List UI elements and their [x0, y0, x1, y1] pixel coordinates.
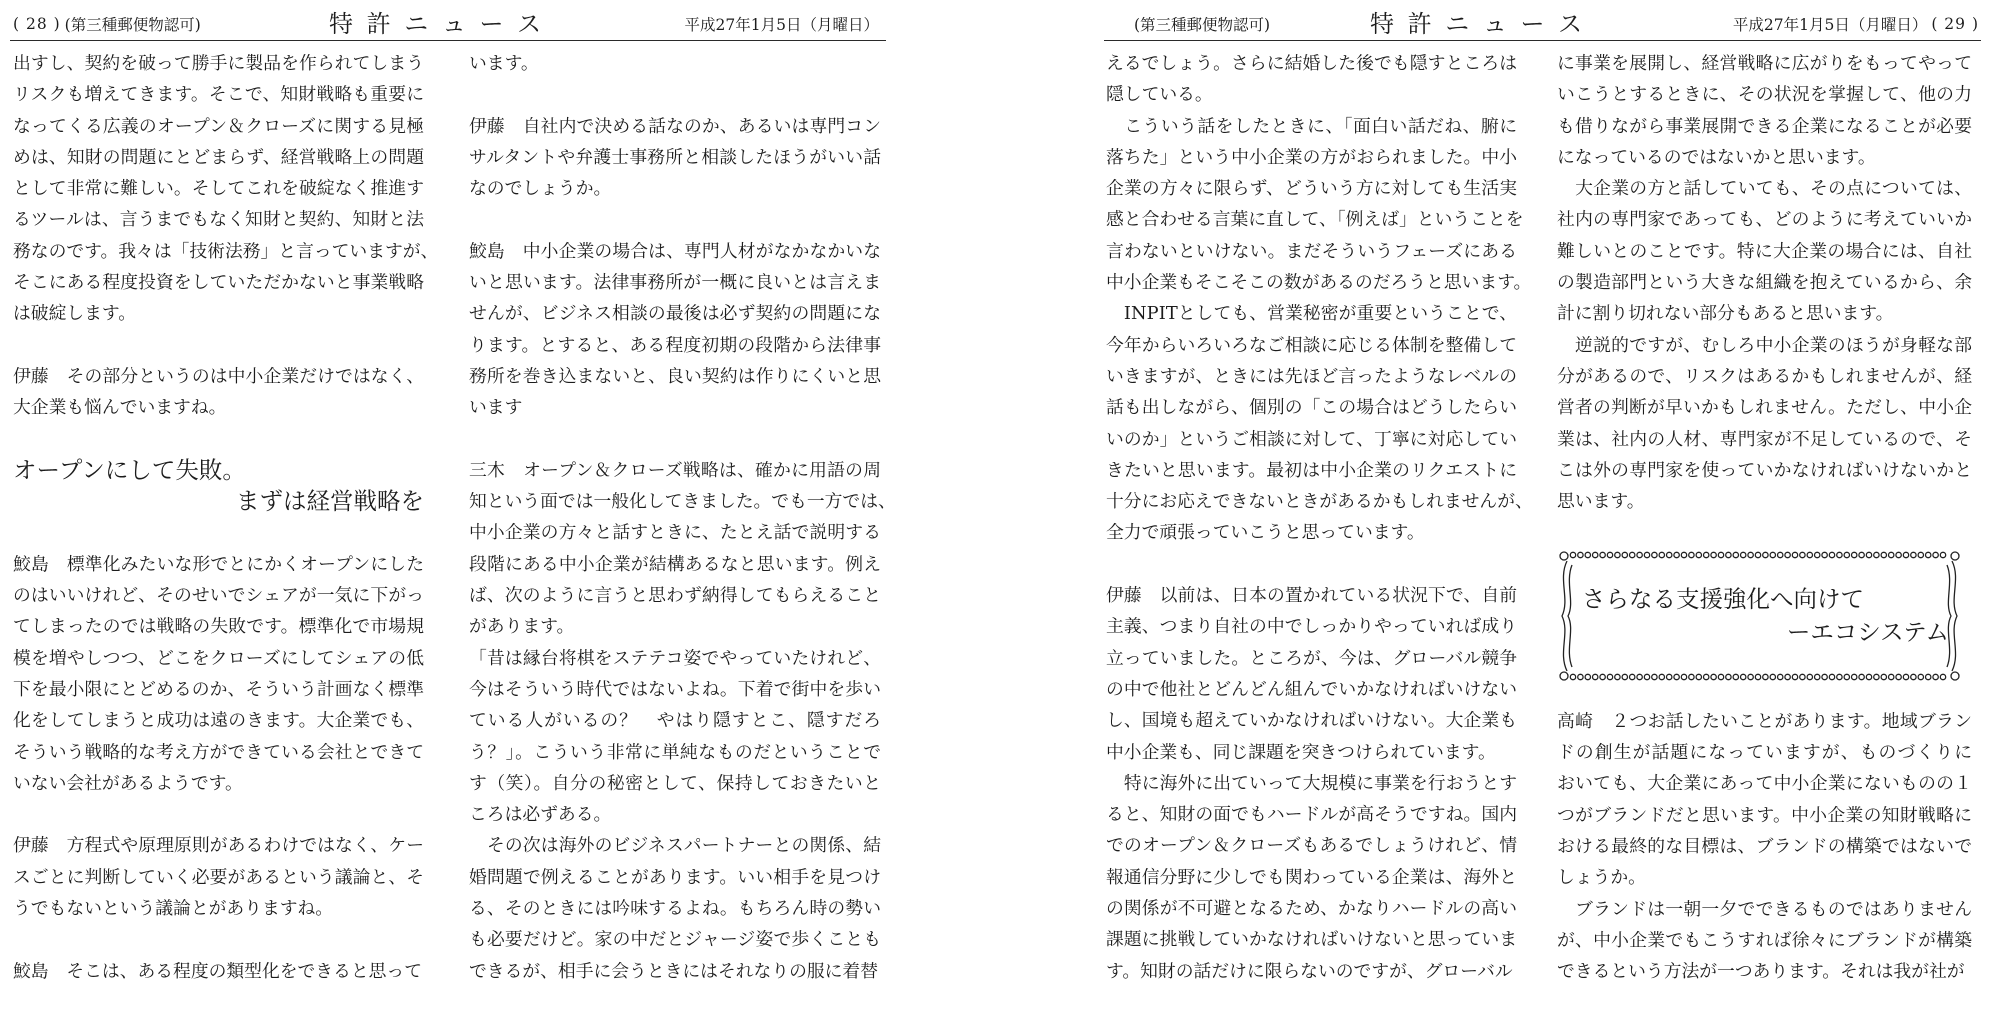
header-rule — [1104, 40, 1981, 41]
frame-loop-bottom — [1844, 674, 1849, 679]
frame-loop-top — [1829, 552, 1834, 557]
text-line: は破綻します。 — [13, 303, 137, 325]
frame-loop-top — [1600, 552, 1605, 557]
frame-loop-top — [1755, 552, 1760, 557]
text-line: 伊藤 方程式や原理原則があるわけではなく、ケー — [13, 835, 425, 857]
text-line: います — [469, 397, 523, 419]
frame-loop-bottom — [1585, 674, 1590, 679]
paragraph — [469, 111, 881, 205]
frame-loop-bottom — [1711, 674, 1716, 679]
text-line: おいても、大企業にあって中小企業にないものの１ — [1557, 773, 1973, 795]
text-column — [13, 48, 439, 1018]
frame-loop-top — [1659, 552, 1664, 557]
text-line: す（笑）。自分の秘密として、保持しておきたいと — [469, 772, 882, 794]
frame-loop-bottom — [1933, 674, 1938, 679]
text-line: います。 — [469, 53, 539, 74]
text-line: 営者の判断が早いかもしれません。ただし、中小企 — [1557, 397, 1973, 419]
frame-loop-top — [1785, 552, 1790, 557]
text-line: 出すし、契約を破って勝手に製品を作られてしまう — [13, 53, 425, 74]
frame-loop-top — [1822, 552, 1827, 557]
text-column — [1557, 48, 1972, 1019]
frame-loop-bottom — [1829, 674, 1834, 679]
frame-loop-bottom — [1644, 674, 1649, 679]
text-line: ば、次のように言うと思わず納得してもらえること — [469, 585, 882, 607]
frame-loop-bottom — [1741, 674, 1746, 679]
frame-loop-top — [1733, 552, 1738, 557]
paragraph — [1106, 580, 1517, 768]
text-line: になっているのではないかと思います。 — [1557, 146, 1876, 168]
frame-loop-bottom — [1755, 674, 1760, 679]
text-line: ります。とすると、ある程度初期の段階から法律事 — [469, 334, 882, 356]
paragraph — [469, 830, 881, 986]
text-line: 鮫島 中小企業の場合は、専門人材がなかなかいな — [469, 240, 882, 262]
frame-loop-bottom — [1748, 674, 1753, 679]
frame-loop-bottom — [1622, 674, 1627, 679]
text-line: きたいと思います。最初は中小企業のリクエストに — [1106, 459, 1518, 481]
frame-loop-top — [1615, 552, 1620, 557]
frame-loop-top — [1667, 552, 1672, 557]
article-block — [13, 549, 424, 799]
frame-corner — [1951, 672, 1959, 680]
frame-loop-bottom — [1822, 674, 1827, 679]
frame-loop-top — [1800, 552, 1805, 557]
text-line: そこにある程度投資をしていただかないと事業戦略 — [13, 272, 425, 294]
frame-loop-bottom — [1889, 674, 1894, 679]
frame-loop-top — [1607, 552, 1612, 557]
frame-loop-top — [1585, 552, 1590, 557]
frame-loop-bottom — [1866, 674, 1871, 679]
frame-loop-bottom — [1896, 674, 1901, 679]
frame-loop-bottom — [1637, 674, 1642, 679]
text-line: 業は、社内の人材、専門家が不足しているので、そ — [1557, 428, 1973, 450]
frame-loop-bottom — [1785, 674, 1790, 679]
paragraph — [1557, 706, 1972, 894]
frame-loop-top — [1644, 552, 1649, 557]
text-line: 「昔は縁台将棋をステテコ姿でやっていたけれど、 — [469, 647, 882, 669]
text-line: 鮫島 標準化みたいな形でとにかくオープンにした — [13, 553, 425, 575]
frame-loop-top — [1881, 552, 1886, 557]
text-line: 感と合わせる言葉に直して、「例えば」ということを — [1106, 209, 1524, 231]
text-line: に事業を展開し、経営戦略に広がりをもってやって — [1557, 53, 1973, 74]
text-line: 主義、つまり自社の中でしっかりやっていれば成り — [1106, 616, 1518, 638]
frame-side-left — [1568, 565, 1572, 667]
text-line: 立っていました。ところが、今は、グローバル競争 — [1106, 647, 1518, 669]
header-rule — [10, 40, 886, 41]
text-line: 言わないといけない。まだそういうフェーズにある — [1106, 240, 1518, 262]
frame-corner — [1560, 552, 1568, 560]
text-line: し、国境も超えていかなければいけない。大企業も — [1106, 710, 1518, 732]
frame-loop-bottom — [1807, 674, 1812, 679]
paragraph — [13, 830, 424, 924]
text-line: 知という面では一般化してきました。でも一方では、 — [469, 491, 896, 513]
frame-loop-bottom — [1733, 674, 1738, 679]
frame-side-right — [1952, 561, 1957, 671]
text-line: てしまったのでは戦略の失敗です。標準化で市場規 — [13, 616, 425, 638]
text-line: ている人がいるの？ やはり隠すとこ、隠すだろ — [469, 710, 882, 732]
frame-loop-top — [1726, 552, 1731, 557]
boxed-section-heading — [1557, 549, 1962, 683]
frame-loop-bottom — [1593, 674, 1598, 679]
text-line: いと思います。法律事務所が一概に良いとは言えま — [469, 272, 882, 294]
paragraph — [1557, 48, 1972, 173]
frame-loop-bottom — [1667, 674, 1672, 679]
text-line: リスクも増えてきます。そこで、知財戦略も重要に — [13, 84, 425, 106]
frame-loop-bottom — [1881, 674, 1886, 679]
text-line: 中小企業もそこそこの数があるのだろうと思います。 — [1106, 272, 1532, 294]
frame-loop-bottom — [1704, 674, 1709, 679]
text-line: サルタントや弁護士事務所と相談したほうがいい話 — [469, 146, 882, 168]
text-line: 務所を巻き込まないと、良い契約は作りにくいと思 — [469, 365, 882, 387]
boxed-heading-text — [1582, 583, 1949, 649]
article-block — [1557, 48, 1972, 517]
text-line: 婚問題で例えることがあります。いい相手を見つけ — [469, 866, 882, 888]
paragraph — [1557, 173, 1972, 329]
text-line: つがブランドだと思います。中小企業の知財戦略に — [1557, 804, 1973, 826]
frame-loop-bottom — [1674, 674, 1679, 679]
frame-loop-top — [1704, 552, 1709, 557]
text-column — [1106, 48, 1533, 1018]
postal-notice: (第三種郵便物認可) — [64, 16, 201, 34]
frame-loop-top — [1652, 552, 1657, 557]
text-line: いのか」というご相談に対して、丁寧に対応してい — [1106, 428, 1518, 450]
frame-loop-bottom — [1600, 674, 1605, 679]
text-line: 今はそういう時代ではないよね。下着で街中を歩い — [469, 678, 882, 700]
text-line: せんが、ビジネス相談の最後は必ず契約の問題にな — [469, 303, 882, 325]
text-line: るツールは、言うまでもなく知財と契約、知財と法 — [13, 209, 425, 231]
text-line: 計に割り切れない部分もあると思います。 — [1557, 303, 1894, 325]
section-heading-line: まずは経営戦略を — [236, 487, 424, 516]
article-block — [469, 236, 881, 424]
text-line: の関係が不可避となるため、かなりハードルの高い — [1106, 898, 1518, 920]
issue-date-container — [1733, 10, 1979, 38]
frame-loop-top — [1570, 552, 1575, 557]
issue-date: 平成27年1月5日（月曜日） — [1732, 16, 1928, 34]
page-header-right — [1134, 10, 1270, 38]
section-heading-line: オープンにして失敗。 — [13, 455, 246, 484]
frame-loop-bottom — [1659, 674, 1664, 679]
frame-loop-top — [1622, 552, 1627, 557]
paragraph — [13, 361, 424, 424]
paragraph — [13, 48, 439, 330]
article-block — [469, 455, 896, 987]
text-line: 段階にある中小企業が結構あるなと思います。例え — [469, 553, 882, 575]
frame-loop-top — [1763, 552, 1768, 557]
page-number: ( 28 ) — [13, 15, 61, 33]
frame-loop-top — [1918, 552, 1923, 557]
frame-loop-top — [1711, 552, 1716, 557]
text-line: す。知財の話だけに限らないのですが、グローバル — [1106, 960, 1513, 982]
text-line: 話も出しながら、個別の「この場合はどうしたらい — [1106, 397, 1518, 419]
text-line: いない会社があるようです。 — [13, 772, 243, 794]
text-line: 三木 オープン＆クローズ戦略は、確かに用語の周 — [469, 459, 882, 481]
paragraph — [469, 48, 881, 79]
frame-loop-top — [1792, 552, 1797, 557]
text-line: でのオープン＆クローズもあるでしょうけれど、情 — [1106, 835, 1518, 857]
paragraph — [1106, 768, 1517, 987]
text-line: 高崎 ２つお話したいことがあります。地域ブラン — [1557, 710, 1973, 732]
text-line: の中で他社とどんどん組んでいかなければいけない — [1106, 678, 1518, 700]
text-line: 大企業の方と話していても、その点については、 — [1557, 178, 1973, 200]
text-line: 今年からいろいろなご相談に応じる体制を整備して — [1106, 334, 1518, 356]
text-line: なってくる広義のオープン＆クローズに関する見極 — [13, 115, 425, 137]
paragraph — [469, 455, 896, 643]
article-block — [13, 361, 424, 424]
article-block — [13, 956, 424, 987]
article-block — [13, 830, 424, 924]
text-line: 報通信分野に少しでも関わっている企業は、海外と — [1106, 866, 1518, 888]
text-line: めは、知財の問題にとどまらず、経営戦略上の問題 — [13, 146, 425, 168]
frame-loop-top — [1778, 552, 1783, 557]
frame-loop-bottom — [1926, 674, 1931, 679]
newspaper-title: 特 許 ニ ュ ー ス — [1370, 10, 1586, 38]
frame-loop-bottom — [1800, 674, 1805, 679]
frame-loop-bottom — [1726, 674, 1731, 679]
frame-loop-bottom — [1778, 674, 1783, 679]
postal-notice: (第三種郵便物認可) — [1134, 16, 1271, 34]
frame-loop-top — [1748, 552, 1753, 557]
article-block — [469, 111, 881, 205]
issue-date: 平成27年1月5日（月曜日） — [684, 16, 879, 34]
frame-loop-top — [1770, 552, 1775, 557]
section-heading — [13, 455, 424, 518]
text-line: うでもないという議論とがありますね。 — [13, 898, 334, 920]
frame-loop-bottom — [1815, 674, 1820, 679]
text-line: 務なのです。我々は「技術法務」と言っていますが、 — [13, 240, 439, 262]
frame-loop-bottom — [1911, 674, 1916, 679]
text-line: 隠している。 — [1106, 84, 1213, 106]
frame-loop-bottom — [1763, 674, 1768, 679]
frame-loop-bottom — [1630, 674, 1635, 679]
text-line: そういう戦略的な考え方ができている会社とできて — [13, 741, 425, 763]
frame-loop-bottom — [1837, 674, 1842, 679]
frame-loop-top — [1681, 552, 1686, 557]
text-line: 社内の専門家であっても、どのように考えていいか — [1557, 209, 1973, 231]
text-line: が、中小企業でもこうすれば徐々にブランドが構築 — [1557, 929, 1973, 951]
paragraph — [1557, 894, 1972, 988]
frame-loop-top — [1844, 552, 1849, 557]
frame-loop-top — [1933, 552, 1938, 557]
text-line: 思います。 — [1557, 491, 1645, 513]
frame-loop-top — [1889, 552, 1894, 557]
frame-loop-top — [1689, 552, 1694, 557]
frame-loop-bottom — [1859, 674, 1864, 679]
text-line: スごとに判断していく必要があるという議論と、そ — [13, 866, 425, 888]
frame-loop-bottom — [1770, 674, 1775, 679]
text-line: 逆説的ですが、むしろ中小企業のほうが身軽な部 — [1557, 334, 1973, 356]
frame-loop-top — [1874, 552, 1879, 557]
frame-loop-top — [1926, 552, 1931, 557]
frame-loop-bottom — [1578, 674, 1583, 679]
text-line: ブランドは一朝一夕でできるものではありません — [1557, 898, 1973, 920]
frame-loop-bottom — [1874, 674, 1879, 679]
text-line: も必要だけど。家の中だとジャージ姿で歩くことも — [469, 929, 882, 951]
text-line: 分があるので、リスクはあるかもしれませんが、経 — [1557, 365, 1973, 387]
article-block — [13, 48, 439, 330]
text-line: いこうとするときに、その状況を掌握して、他の力 — [1557, 84, 1973, 106]
frame-loop-top — [1593, 552, 1598, 557]
frame-loop-top — [1718, 552, 1723, 557]
article-block — [469, 48, 881, 79]
text-line: こういう話をしたときに、「面白い話だね、腑に — [1106, 115, 1518, 137]
text-line: 全力で頑張っていこうと思っています。 — [1106, 522, 1425, 544]
paragraph — [1557, 330, 1972, 518]
article-block — [1106, 48, 1533, 549]
text-line: の製造部門という大きな組織を抱えているから、余 — [1557, 272, 1973, 294]
text-line: その次は海外のビジネスパートナーとの関係、結 — [469, 835, 882, 857]
text-line: として非常に難しい。そしてこれを破綻なく推進す — [13, 178, 425, 200]
paragraph — [13, 549, 424, 799]
text-line: 模を増やしつつ、どこをクローズにしてシェアの低 — [13, 647, 425, 669]
frame-side-left — [1562, 561, 1567, 671]
frame-loop-top — [1896, 552, 1901, 557]
text-line: も借りながら事業展開できる企業になることが必要 — [1557, 115, 1973, 137]
text-line: しょうか。 — [1557, 867, 1646, 889]
text-line: 難しいとのことです。特に大企業の場合には、自社 — [1557, 240, 1973, 262]
text-line: おける最終的な目標は、ブランドの構築ではないで — [1557, 835, 1973, 857]
text-line: のはいいけれど、そのせいでシェアが一気に下がっ — [13, 585, 425, 607]
frame-loop-top — [1837, 552, 1842, 557]
frame-loop-bottom — [1718, 674, 1723, 679]
text-line: こは外の専門家を使っていかなければいけないかと — [1557, 459, 1973, 481]
frame-loop-top — [1696, 552, 1701, 557]
paragraph — [1106, 298, 1533, 548]
text-line: INPITとしても、営業秘密が重要ということで、 — [1106, 303, 1518, 325]
text-line: 特に海外に出ていって大規模に事業を行おうとす — [1106, 772, 1518, 794]
text-line: なのでしょうか。 — [469, 178, 612, 200]
frame-loop-bottom — [1652, 674, 1657, 679]
frame-loop-top — [1911, 552, 1916, 557]
text-line: 鮫島 そこは、ある程度の類型化をできると思って — [13, 960, 422, 982]
text-column — [469, 48, 896, 1018]
frame-corner — [1560, 672, 1568, 680]
paragraph — [469, 643, 881, 831]
frame-loop-top — [1741, 552, 1746, 557]
frame-loop-bottom — [1696, 674, 1701, 679]
frame-loop-top — [1859, 552, 1864, 557]
text-line: 伊藤 自社内で決める話なのか、あるいは専門コン — [469, 115, 882, 137]
frame-loop-bottom — [1607, 674, 1612, 679]
text-line: できるという方法が一つあります。それは我が社が — [1557, 961, 1965, 983]
frame-loop-top — [1630, 552, 1635, 557]
article-block — [1106, 580, 1517, 987]
text-line: 課題に挑戦していかなければいけないと思っていま — [1106, 929, 1518, 951]
text-line: 大企業も悩んでいますね。 — [13, 397, 227, 419]
page-number: ( 29 ) — [1931, 15, 1979, 33]
frame-loop-top — [1674, 552, 1679, 557]
frame-loop-top — [1637, 552, 1642, 557]
frame-loop-top — [1852, 552, 1857, 557]
text-line: 下を最小限にとどめるのか、そういう計画なく標準 — [13, 678, 425, 700]
page-header-left — [13, 10, 201, 38]
frame-loop-bottom — [1615, 674, 1620, 679]
text-line: 企業の方々に限らず、どういう方に対しても生活実 — [1106, 178, 1518, 200]
paragraph — [469, 236, 881, 424]
paragraph — [13, 956, 424, 987]
text-line: 落ちた」という中小企業の方がおられました。中小 — [1106, 146, 1518, 168]
newspaper-title: 特 許 ニ ュ ー ス — [329, 10, 545, 38]
text-line: 伊藤 その部分というのは中小企業だけではなく、 — [13, 365, 425, 387]
text-line: る、そのときには吟味するよね。もちろん時の勢い — [469, 898, 882, 920]
text-line: う？」。こういう非常に単純なものだということで — [469, 741, 882, 763]
frame-loop-bottom — [1681, 674, 1686, 679]
text-line: ドの創生が話題になっていますが、ものづくりに — [1557, 742, 1974, 764]
frame-corner — [1951, 552, 1959, 560]
text-line: ると、知財の面でもハードルが高そうですね。国内 — [1106, 804, 1518, 826]
frame-loop-bottom — [1940, 674, 1945, 679]
boxed-heading-line: さらなる支援強化へ向けて — [1582, 584, 1864, 613]
text-line: ころは必ずある。 — [469, 804, 612, 826]
frame-loop-top — [1903, 552, 1908, 557]
boxed-heading-line: ーエコシステム — [1786, 617, 1949, 646]
text-line: 中小企業の方々と話すときに、たとえ話で説明する — [469, 522, 882, 544]
frame-loop-top — [1940, 552, 1945, 557]
text-line: 中小企業も、同じ課題を突きつけられています。 — [1106, 741, 1496, 763]
text-line: いきますが、ときには先ほど言ったようなレベルの — [1106, 365, 1518, 387]
article-block — [1557, 706, 1972, 988]
frame-loop-bottom — [1792, 674, 1797, 679]
frame-loop-bottom — [1903, 674, 1908, 679]
text-line: 十分にお応えできないときがあるかもしれませんが、 — [1106, 491, 1533, 513]
paragraph — [1106, 111, 1532, 299]
text-line: できるが、相手に会うときにはそれなりの服に着替 — [469, 960, 878, 982]
frame-loop-bottom — [1570, 674, 1575, 679]
frame-loop-top — [1807, 552, 1812, 557]
issue-date-container — [685, 10, 879, 38]
text-line: えるでしょう。さらに結婚した後でも隠すところは — [1106, 53, 1518, 74]
text-line: 伊藤 以前は、日本の置かれている状況下で、自前 — [1106, 585, 1518, 607]
text-line: があります。 — [469, 616, 575, 638]
frame-loop-top — [1866, 552, 1871, 557]
text-line: 化をしてしまうと成功は遠のきます。大企業でも、 — [13, 710, 425, 732]
frame-loop-bottom — [1689, 674, 1694, 679]
frame-loop-bottom — [1852, 674, 1857, 679]
frame-loop-top — [1578, 552, 1583, 557]
paragraph — [1106, 48, 1517, 111]
frame-loop-top — [1815, 552, 1820, 557]
frame-loop-bottom — [1918, 674, 1923, 679]
